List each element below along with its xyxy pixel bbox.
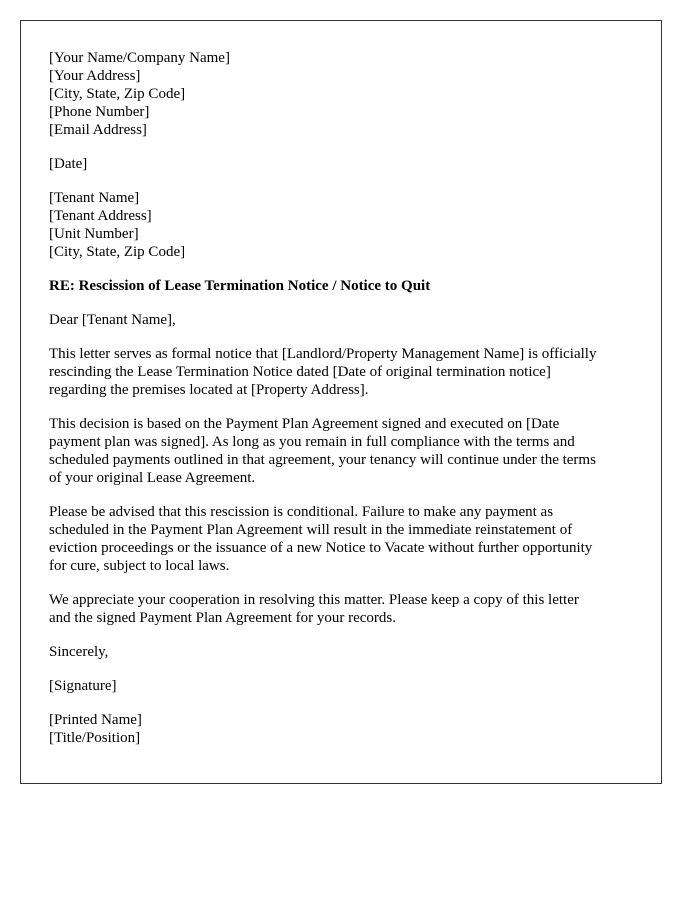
body-paragraph-1 [49,345,661,399]
body-paragraph-3 [49,503,661,575]
recipient-address: [Tenant Address] [49,208,152,224]
subject-line: RE: Rescission of Lease Termination Notice / Notice to Quit [49,278,431,294]
sender-city: [City, State, Zip Code] [49,86,186,102]
letter-document [20,20,662,784]
paragraph-line: scheduled payments outlined in that agreement, your tenancy will continue under the terms [49,452,596,468]
paragraph-line: regarding the premises located at [Property Address]. [49,382,369,398]
paragraph-line: payment plan was signed]. As long as you remain in full compliance with the terms and [49,434,575,450]
recipient-unit: [Unit Number] [49,226,139,242]
recipient-name: [Tenant Name] [49,190,140,206]
paragraph-line: rescinding the Lease Termination Notice dated [Date of original termination notice] [49,364,551,380]
letter-date: [Date] [49,156,88,172]
date-block [49,155,661,173]
printed-name: [Printed Name] [49,712,142,728]
paragraph-line: This decision is based on the Payment Plan Agreement signed and executed on [Date [49,416,560,432]
sender-block [49,49,661,139]
signature-placeholder: [Signature] [49,678,117,694]
body-paragraph-2 [49,415,661,487]
closing: Sincerely, [49,644,109,660]
paragraph-line: We appreciate your cooperation in resolving this matter. Please keep a copy of this letter [49,592,579,608]
sender-phone: [Phone Number] [49,104,150,120]
paragraph-line: for cure, subject to local laws. [49,558,230,574]
paragraph-line: scheduled in the Payment Plan Agreement will result in the immediate reinstatement of [49,522,573,538]
signer-block [49,711,661,747]
paragraph-line: and the signed Payment Plan Agreement for your records. [49,610,396,626]
paragraph-line: of your original Lease Agreement. [49,470,256,486]
body-paragraph-4 [49,591,661,627]
paragraph-line: This letter serves as formal notice that [Landlord/Property Management Name] is officially [49,346,597,362]
sender-name: [Your Name/Company Name] [49,50,230,66]
paragraph-line: eviction proceedings or the issuance of a new Notice to Vacate without further opportunity [49,540,593,556]
paragraph-line: Please be advised that this rescission is conditional. Failure to make any payment as [49,504,554,520]
recipient-block [49,189,661,261]
sender-address: [Your Address] [49,68,141,84]
salutation: Dear [Tenant Name], [49,312,176,328]
sender-email: [Email Address] [49,122,147,138]
recipient-city: [City, State, Zip Code] [49,244,186,260]
title-position: [Title/Position] [49,730,141,746]
